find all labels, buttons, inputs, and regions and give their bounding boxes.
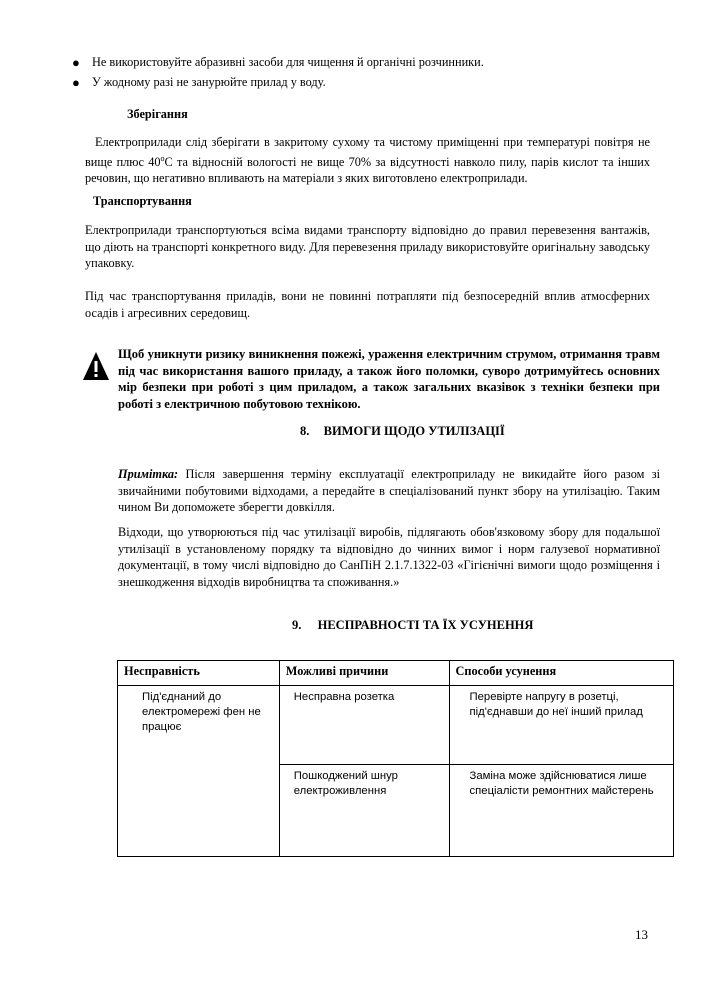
note-text: Після завершення терміну експлуатації електроприладу не викидайте його разом зі звичайними побутовими відходами, а передайте в спеціалізований пункт збору на утилізацію. Таким чином Ви допоможете зберегти довкілля. xyxy=(118,467,660,514)
transport-heading: Транспортування xyxy=(93,194,192,208)
section-8-number: 8. xyxy=(300,424,310,438)
remedy-cell: Перевірте напругу в розетці, під'єднавши до неї інший прилад xyxy=(449,686,673,765)
storage-heading: Зберігання xyxy=(127,107,188,121)
fault-cell: Під'єднаний до електромережі фен не працює xyxy=(118,686,280,857)
storage-paragraph xyxy=(85,134,650,187)
section-8-heading xyxy=(300,424,505,439)
transport-paragraph-1: Електроприлади транспортуються всіма видами транспорту відповідно до правил перевезення вантажів, що діють на транспорті конкретного виду. Для перевезення приладу використовуйте оригінальну заводську упаковку. xyxy=(85,223,650,270)
bullet-text: У жодному разі не занурюйте прилад у воду. xyxy=(92,75,326,89)
remedy-cell: Заміна може здійснюватися лише спеціалісти ремонтних майстерень xyxy=(449,765,673,857)
bullet-item xyxy=(72,55,484,70)
section-8-title: ВИМОГИ ЩОДО УТИЛІЗАЦІЇ xyxy=(323,424,505,438)
bullet-icon: ● xyxy=(72,55,80,70)
bullet-item xyxy=(72,75,326,90)
storage-text-part-2: С та відносній вологості не вище 70% за відсутності навколо пилу, парів кислот та інших речовин, що негативно впливають на матеріали з яких виготовлено електроприлади. xyxy=(85,154,650,186)
bullet-icon: ● xyxy=(72,75,80,90)
faults-table xyxy=(117,660,674,857)
section-8-paragraph: Відходи, що утворюються під час утилізації виробів, підлягають обов'язковому збору для подальшої утилізації в установленому порядку та відповідно до чинних вимог і норм галузевої нормативної документації, в тому числі відповідно до СанПіН 2.1.7.1322-03 «Гігієнічні вимоги щодо розміщення і знешкодження відходів виробництва та споживання.» xyxy=(118,525,660,589)
section-8-note xyxy=(118,466,660,516)
header-fault: Несправність xyxy=(118,661,280,686)
cause-cell: Пошкоджений шнур електроживлення xyxy=(279,765,449,857)
section-9-number: 9. xyxy=(292,618,302,632)
warning-icon xyxy=(82,351,110,381)
warning-text: Щоб уникнути ризику виникнення пожежі, ураження електричним струмом, отримання травм під час використання вашого приладу, а також його поломки, суворо дотримуйтесь основних мір безпеки при роботі з цим приладом, а також загальних вказівок з техніки безпеки при роботі з електричною побутовою технікою. xyxy=(118,347,660,411)
header-remedies: Способи усунення xyxy=(449,661,673,686)
cause-cell: Несправна розетка xyxy=(279,686,449,765)
page-number: 13 xyxy=(635,927,648,942)
storage-text-part-1: Електроприлади слід зберігати в закритому сухому та чистому приміщенні при температурі повітря не вище плюс 40 xyxy=(85,135,650,169)
section-9-title: НЕСПРАВНОСТІ ТА ЇХ УСУНЕННЯ xyxy=(317,618,534,632)
header-causes: Можливі причини xyxy=(279,661,449,686)
section-9-heading xyxy=(292,618,533,633)
transport-paragraph-2: Під час транспортування приладів, вони не повинні потрапляти під безпосередній вплив атмосферних осадів і агресивних середовищ. xyxy=(85,289,650,320)
table-row xyxy=(118,686,674,765)
note-label: Примітка: xyxy=(118,467,179,481)
degree-sign: о xyxy=(160,153,165,163)
table-header-row xyxy=(118,661,674,686)
bullet-text: Не використовуйте абразивні засоби для чищення й органічні розчинники. xyxy=(92,55,484,69)
